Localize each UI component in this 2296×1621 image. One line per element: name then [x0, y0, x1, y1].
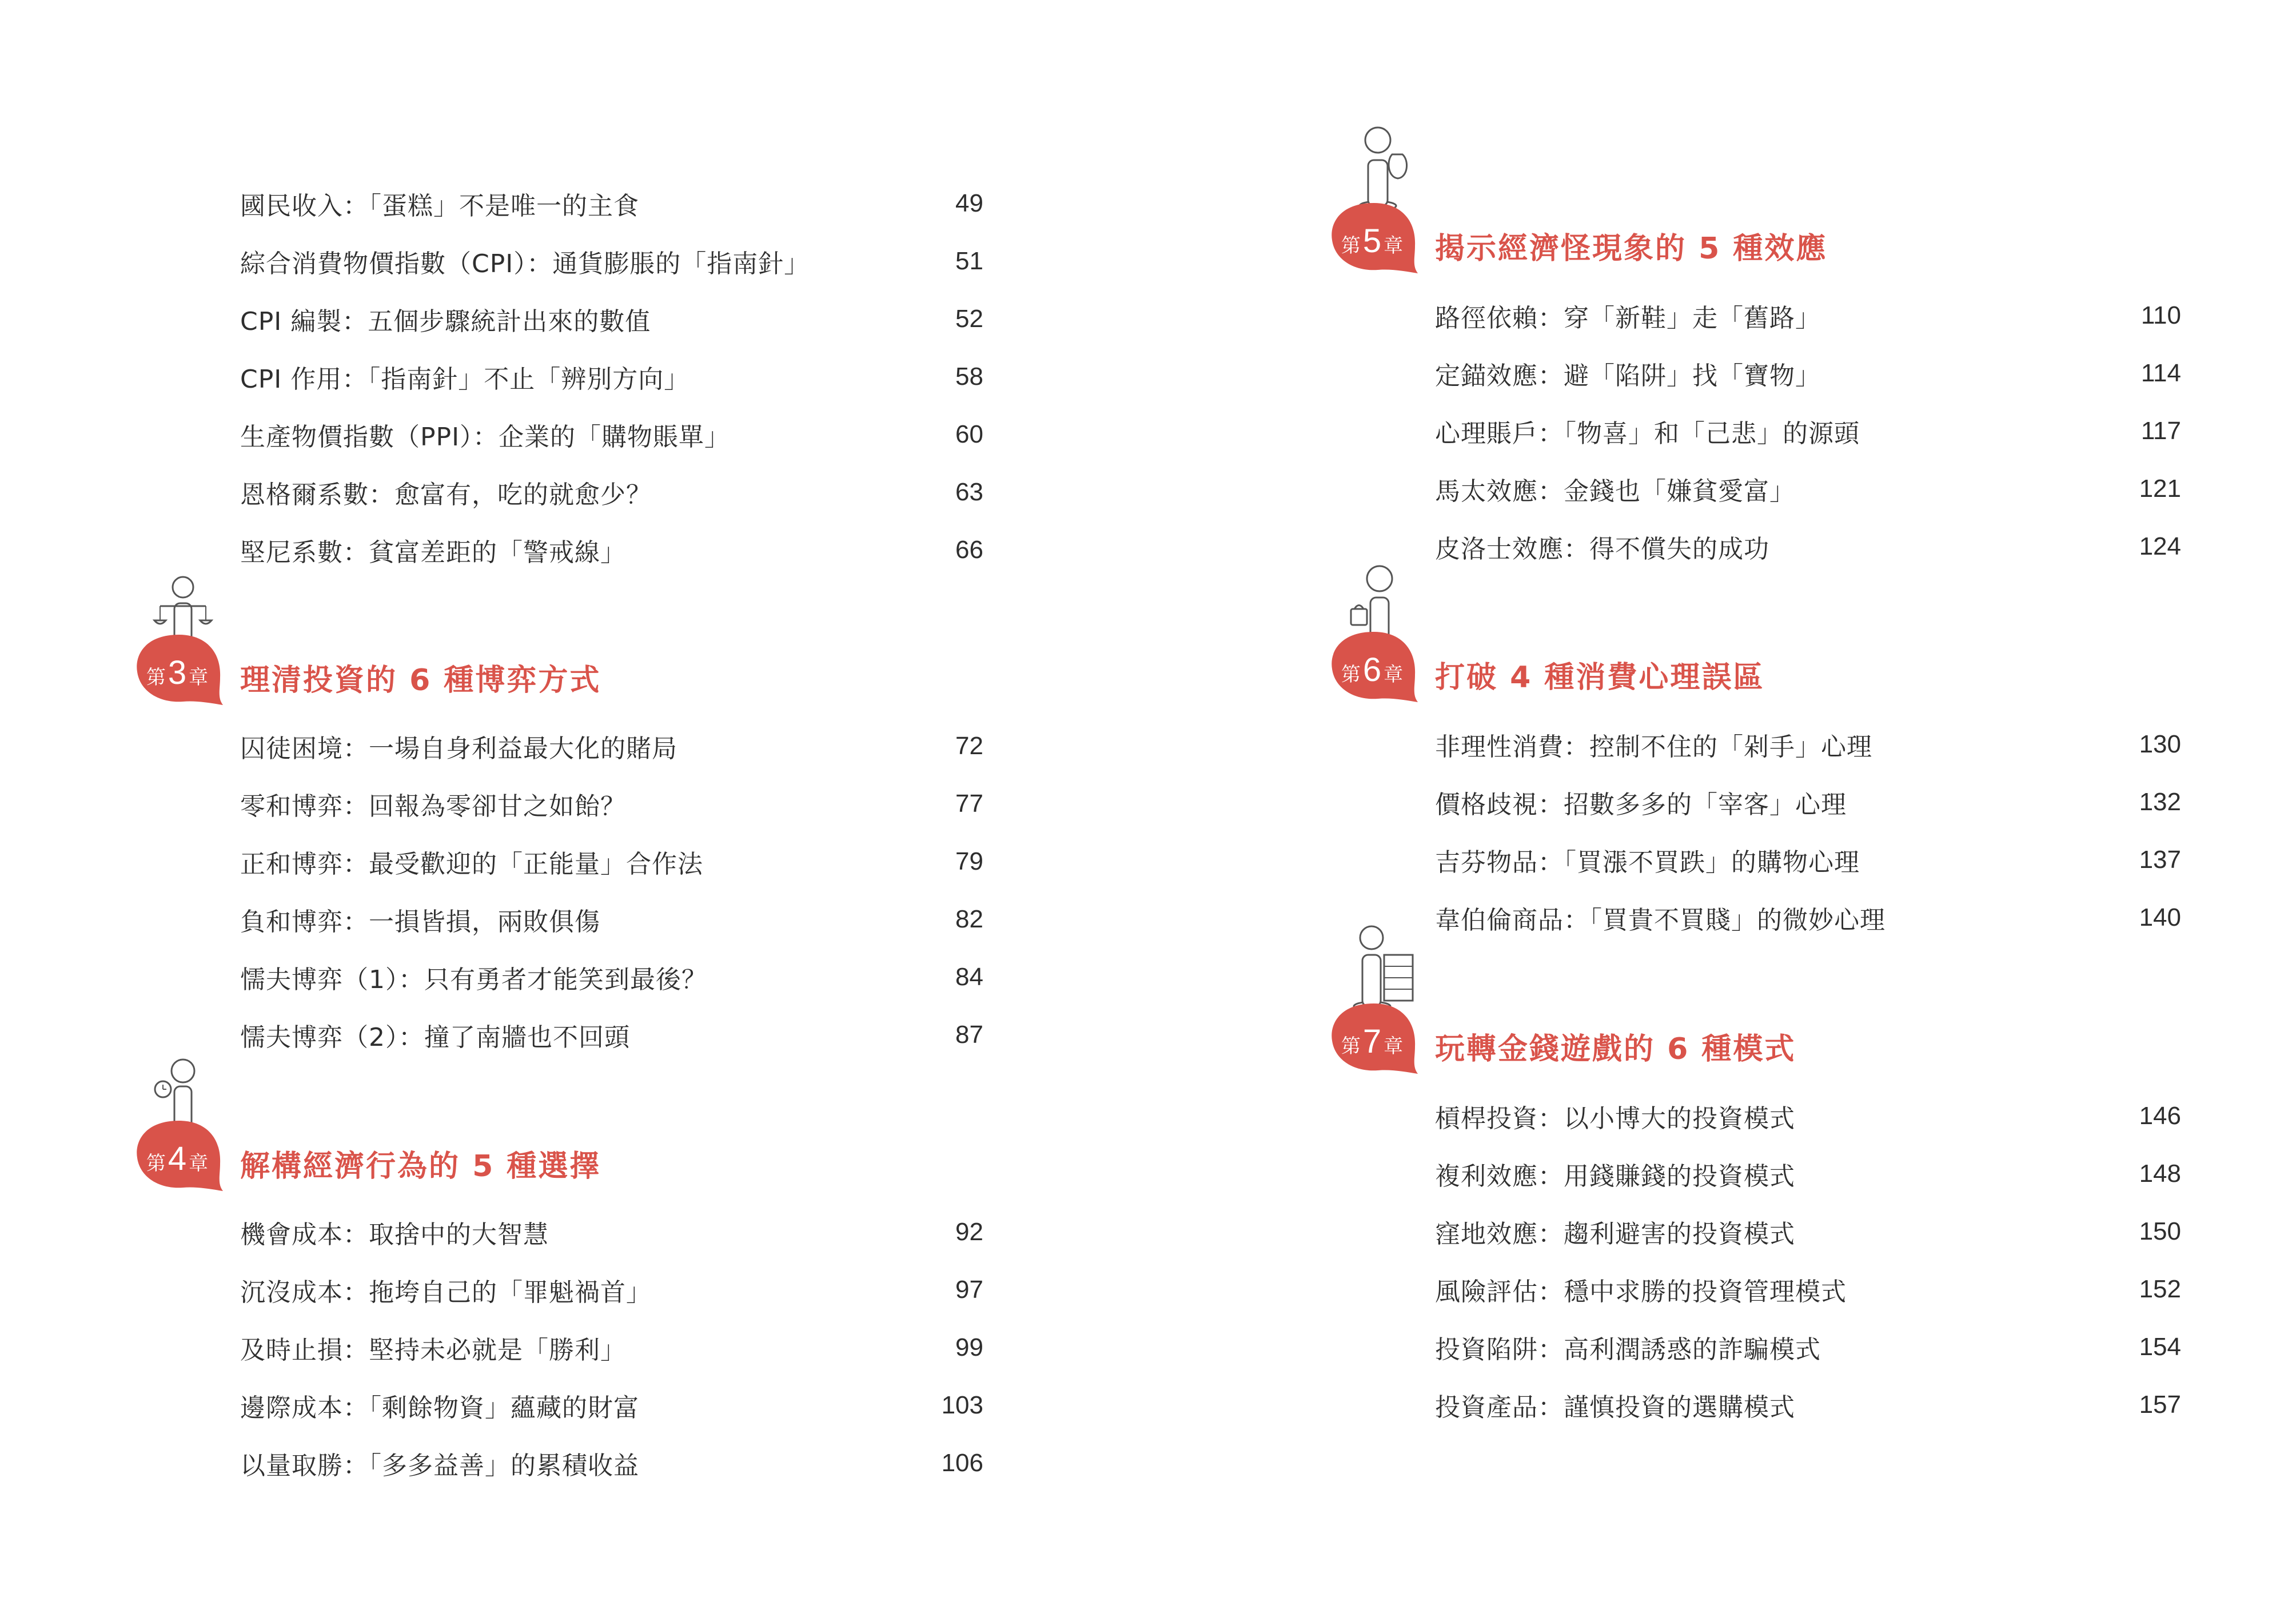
- toc-entry-page: 121: [2139, 475, 2181, 503]
- toc-entry-title: 韋伯倫商品：「買貴不買賤」的微妙心理: [1435, 906, 1886, 935]
- toc-entry-page: 150: [2139, 1217, 2181, 1245]
- toc-entry-title: 國民收入：「蛋糕」不是唯一的主食: [240, 192, 639, 221]
- toc-entry-title: 槓桿投資：以小博大的投資模式: [1435, 1104, 1795, 1133]
- toc-entry-title: 定錨效應：避「陷阱」找「寶物」: [1435, 361, 1821, 391]
- toc-entry[interactable]: [240, 897, 983, 942]
- toc-entry-title: 綜合消費物價指數（CPI）：通貨膨脹的「指南針」: [240, 249, 810, 278]
- toc-entry[interactable]: [240, 296, 983, 342]
- toc-entry[interactable]: [240, 781, 983, 827]
- toc-entry-title: 正和博弈：最受歡迎的「正能量」合作法: [240, 850, 703, 879]
- chapter-4-heading[interactable]: [134, 1106, 649, 1198]
- toc-entry[interactable]: [1435, 1382, 2181, 1428]
- toc-entry-page: 106: [941, 1449, 983, 1477]
- chapter-title: 玩轉金錢遊戲的 6 種模式: [1435, 1032, 1796, 1066]
- chapter-5-heading[interactable]: [1329, 189, 1844, 280]
- toc-entry-page: 148: [2139, 1160, 2181, 1188]
- chapter-6-heading[interactable]: [1329, 618, 1844, 709]
- toc-entry-title: 邊際成本：「剩餘物資」蘊藏的財富: [240, 1393, 639, 1423]
- toc-entry-title: 負和博弈：一損皆損，兩敗俱傷: [240, 907, 600, 937]
- toc-entry-title: 價格歧視：招數多多的「宰客」心理: [1435, 790, 1847, 819]
- toc-entry[interactable]: [240, 1440, 983, 1486]
- toc-entry-title: 心理賬戶：「物喜」和「己悲」的源頭: [1435, 419, 1860, 448]
- toc-entry-title: 馬太效應：金錢也「嫌貧愛富」: [1435, 477, 1795, 506]
- toc-entry[interactable]: [1435, 722, 2181, 767]
- toc-entry[interactable]: [1435, 466, 2181, 512]
- toc-entry-page: 52: [955, 305, 983, 333]
- chapter-badge-label: 第5 章: [1341, 222, 1404, 260]
- toc-entry-page: 77: [955, 790, 983, 818]
- chapter-title: 揭示經濟怪現象的 5 種效應: [1435, 232, 1828, 266]
- toc-entry-page: 154: [2139, 1333, 2181, 1361]
- toc-entry-page: 130: [2139, 730, 2181, 758]
- toc-entry[interactable]: [1435, 1266, 2181, 1312]
- chapter-7-heading[interactable]: [1329, 989, 1844, 1081]
- toc-entry[interactable]: [240, 954, 983, 1000]
- toc-entry-title: 皮洛士效應：得不償失的成功: [1435, 535, 1769, 564]
- toc-entry-title: 投資產品：謹慎投資的選購模式: [1435, 1393, 1795, 1422]
- toc-entry-title: 路徑依賴：穿「新鞋」走「舊路」: [1435, 304, 1821, 333]
- toc-entry-page: 82: [955, 905, 983, 933]
- chapter-title: 理清投資的 6 種博弈方式: [240, 663, 601, 698]
- toc-entry-title: 窪地效應：趨利避害的投資模式: [1435, 1220, 1795, 1249]
- toc-entry-title: CPI 編製：五個步驟統計出來的數值: [240, 307, 651, 336]
- toc-entry-page: 58: [955, 363, 983, 391]
- toc-entry[interactable]: [240, 527, 983, 573]
- toc-entry-page: 140: [2139, 903, 2181, 931]
- toc-entry-title: 複利效應：用錢賺錢的投資模式: [1435, 1162, 1795, 1191]
- chapter-badge-label: 第6 章: [1341, 651, 1404, 688]
- toc-entry[interactable]: [1435, 1093, 2181, 1139]
- abacus-figure-icon: [1346, 915, 1421, 1012]
- toc-entry-title: 投資陷阱：高利潤誘惑的詐騙模式: [1435, 1335, 1821, 1364]
- toc-entry[interactable]: [240, 1383, 983, 1428]
- toc-entry-page: 63: [955, 478, 983, 506]
- toc-entry-title: 堅尼系數：貧富差距的「警戒線」: [240, 538, 626, 567]
- toc-entry-title: CPI 作用：「指南針」不止「辨別方向」: [240, 365, 690, 394]
- toc-entry-page: 60: [955, 420, 983, 448]
- toc-entry-title: 及時止損：堅持未必就是「勝利」: [240, 1336, 626, 1365]
- toc-entry-title: 懦夫博弈（2）：撞了南牆也不回頭: [240, 1023, 630, 1052]
- toc-entry-page: 84: [955, 963, 983, 991]
- toc-entry[interactable]: [240, 1267, 983, 1313]
- chapter-badge-label: 第3 章: [146, 654, 209, 691]
- chapter-badge-label: 第4 章: [146, 1140, 209, 1177]
- toc-entry[interactable]: [240, 1012, 983, 1058]
- toc-entry[interactable]: [240, 1209, 983, 1255]
- toc-entry-page: 49: [955, 189, 983, 217]
- toc-entry-page: 110: [2140, 301, 2181, 329]
- toc-entry-page: 66: [955, 536, 983, 564]
- toc-entry-title: 以量取勝：「多多益善」的累積收益: [240, 1451, 639, 1480]
- toc-entry-page: 92: [955, 1218, 983, 1246]
- toc-entry[interactable]: [240, 412, 983, 457]
- toc-entry-title: 吉芬物品：「買漲不買跌」的購物心理: [1435, 848, 1860, 877]
- toc-entry-page: 87: [955, 1021, 983, 1049]
- chapter-title: 解構經濟行為的 5 種選擇: [240, 1149, 601, 1184]
- chapter-3-heading[interactable]: [134, 620, 649, 712]
- chapter-badge-label: 第7 章: [1341, 1023, 1404, 1060]
- toc-entry-title: 沉沒成本：拖垮自己的「罪魁禍首」: [240, 1278, 652, 1307]
- toc-entry-page: 124: [2139, 532, 2181, 560]
- toc-entry[interactable]: [1435, 1209, 2181, 1254]
- toc-entry-title: 非理性消費：控制不住的「剁手」心理: [1435, 732, 1872, 762]
- toc-entry-page: 132: [2139, 788, 2181, 816]
- toc-entry[interactable]: [1435, 1324, 2181, 1370]
- toc-entry-title: 生產物價指數（PPI）：企業的「購物賬單」: [240, 423, 731, 452]
- toc-entry[interactable]: [240, 723, 983, 769]
- toc-entry-page: 146: [2139, 1102, 2181, 1130]
- toc-entry-title: 懦夫博弈（1）：只有勇者才能笑到最後？: [240, 965, 707, 994]
- toc-entry-page: 152: [2139, 1275, 2181, 1303]
- chapter-title: 打破 4 種消費心理誤區: [1435, 660, 1765, 695]
- toc-entry[interactable]: [240, 181, 983, 226]
- toc-entry[interactable]: [240, 469, 983, 515]
- toc-entry-page: 137: [2139, 846, 2181, 874]
- toc-entry-page: 97: [955, 1276, 983, 1304]
- toc-entry-page: 51: [955, 247, 983, 275]
- toc-entry[interactable]: [240, 839, 983, 885]
- toc-entry-title: 囚徒困境：一場自身利益最大化的賭局: [240, 734, 677, 763]
- toc-entry[interactable]: [240, 354, 983, 400]
- toc-entry-title: 恩格爾系數：愈富有，吃的就愈少？: [240, 480, 652, 509]
- toc-entry[interactable]: [1435, 524, 2181, 569]
- toc-entry-page: 117: [2140, 417, 2181, 445]
- toc-entry[interactable]: [240, 1325, 983, 1371]
- toc-entry[interactable]: [1435, 408, 2181, 454]
- toc-entry-page: 103: [941, 1391, 983, 1419]
- toc-entry-title: 機會成本：取捨中的大智慧: [240, 1220, 549, 1249]
- moneybag-figure-icon: [1346, 114, 1415, 212]
- toc-entry-page: 114: [2140, 359, 2181, 387]
- toc-entry[interactable]: [1435, 351, 2181, 396]
- toc-entry[interactable]: [240, 238, 983, 284]
- toc-entry-page: 157: [2139, 1391, 2181, 1419]
- toc-entry[interactable]: [1435, 895, 2181, 941]
- toc-entry[interactable]: [1435, 1151, 2181, 1197]
- toc-entry-page: 79: [955, 847, 983, 875]
- toc-entry-page: 99: [955, 1333, 983, 1361]
- toc-entry-title: 零和博弈：回報為零卻甘之如飴？: [240, 792, 626, 821]
- toc-entry-title: 風險評估：穩中求勝的投資管理模式: [1435, 1277, 1847, 1307]
- toc-entry[interactable]: [1435, 293, 2181, 338]
- toc-entry[interactable]: [1435, 779, 2181, 825]
- toc-entry[interactable]: [1435, 837, 2181, 883]
- toc-entry-page: 72: [955, 732, 983, 760]
